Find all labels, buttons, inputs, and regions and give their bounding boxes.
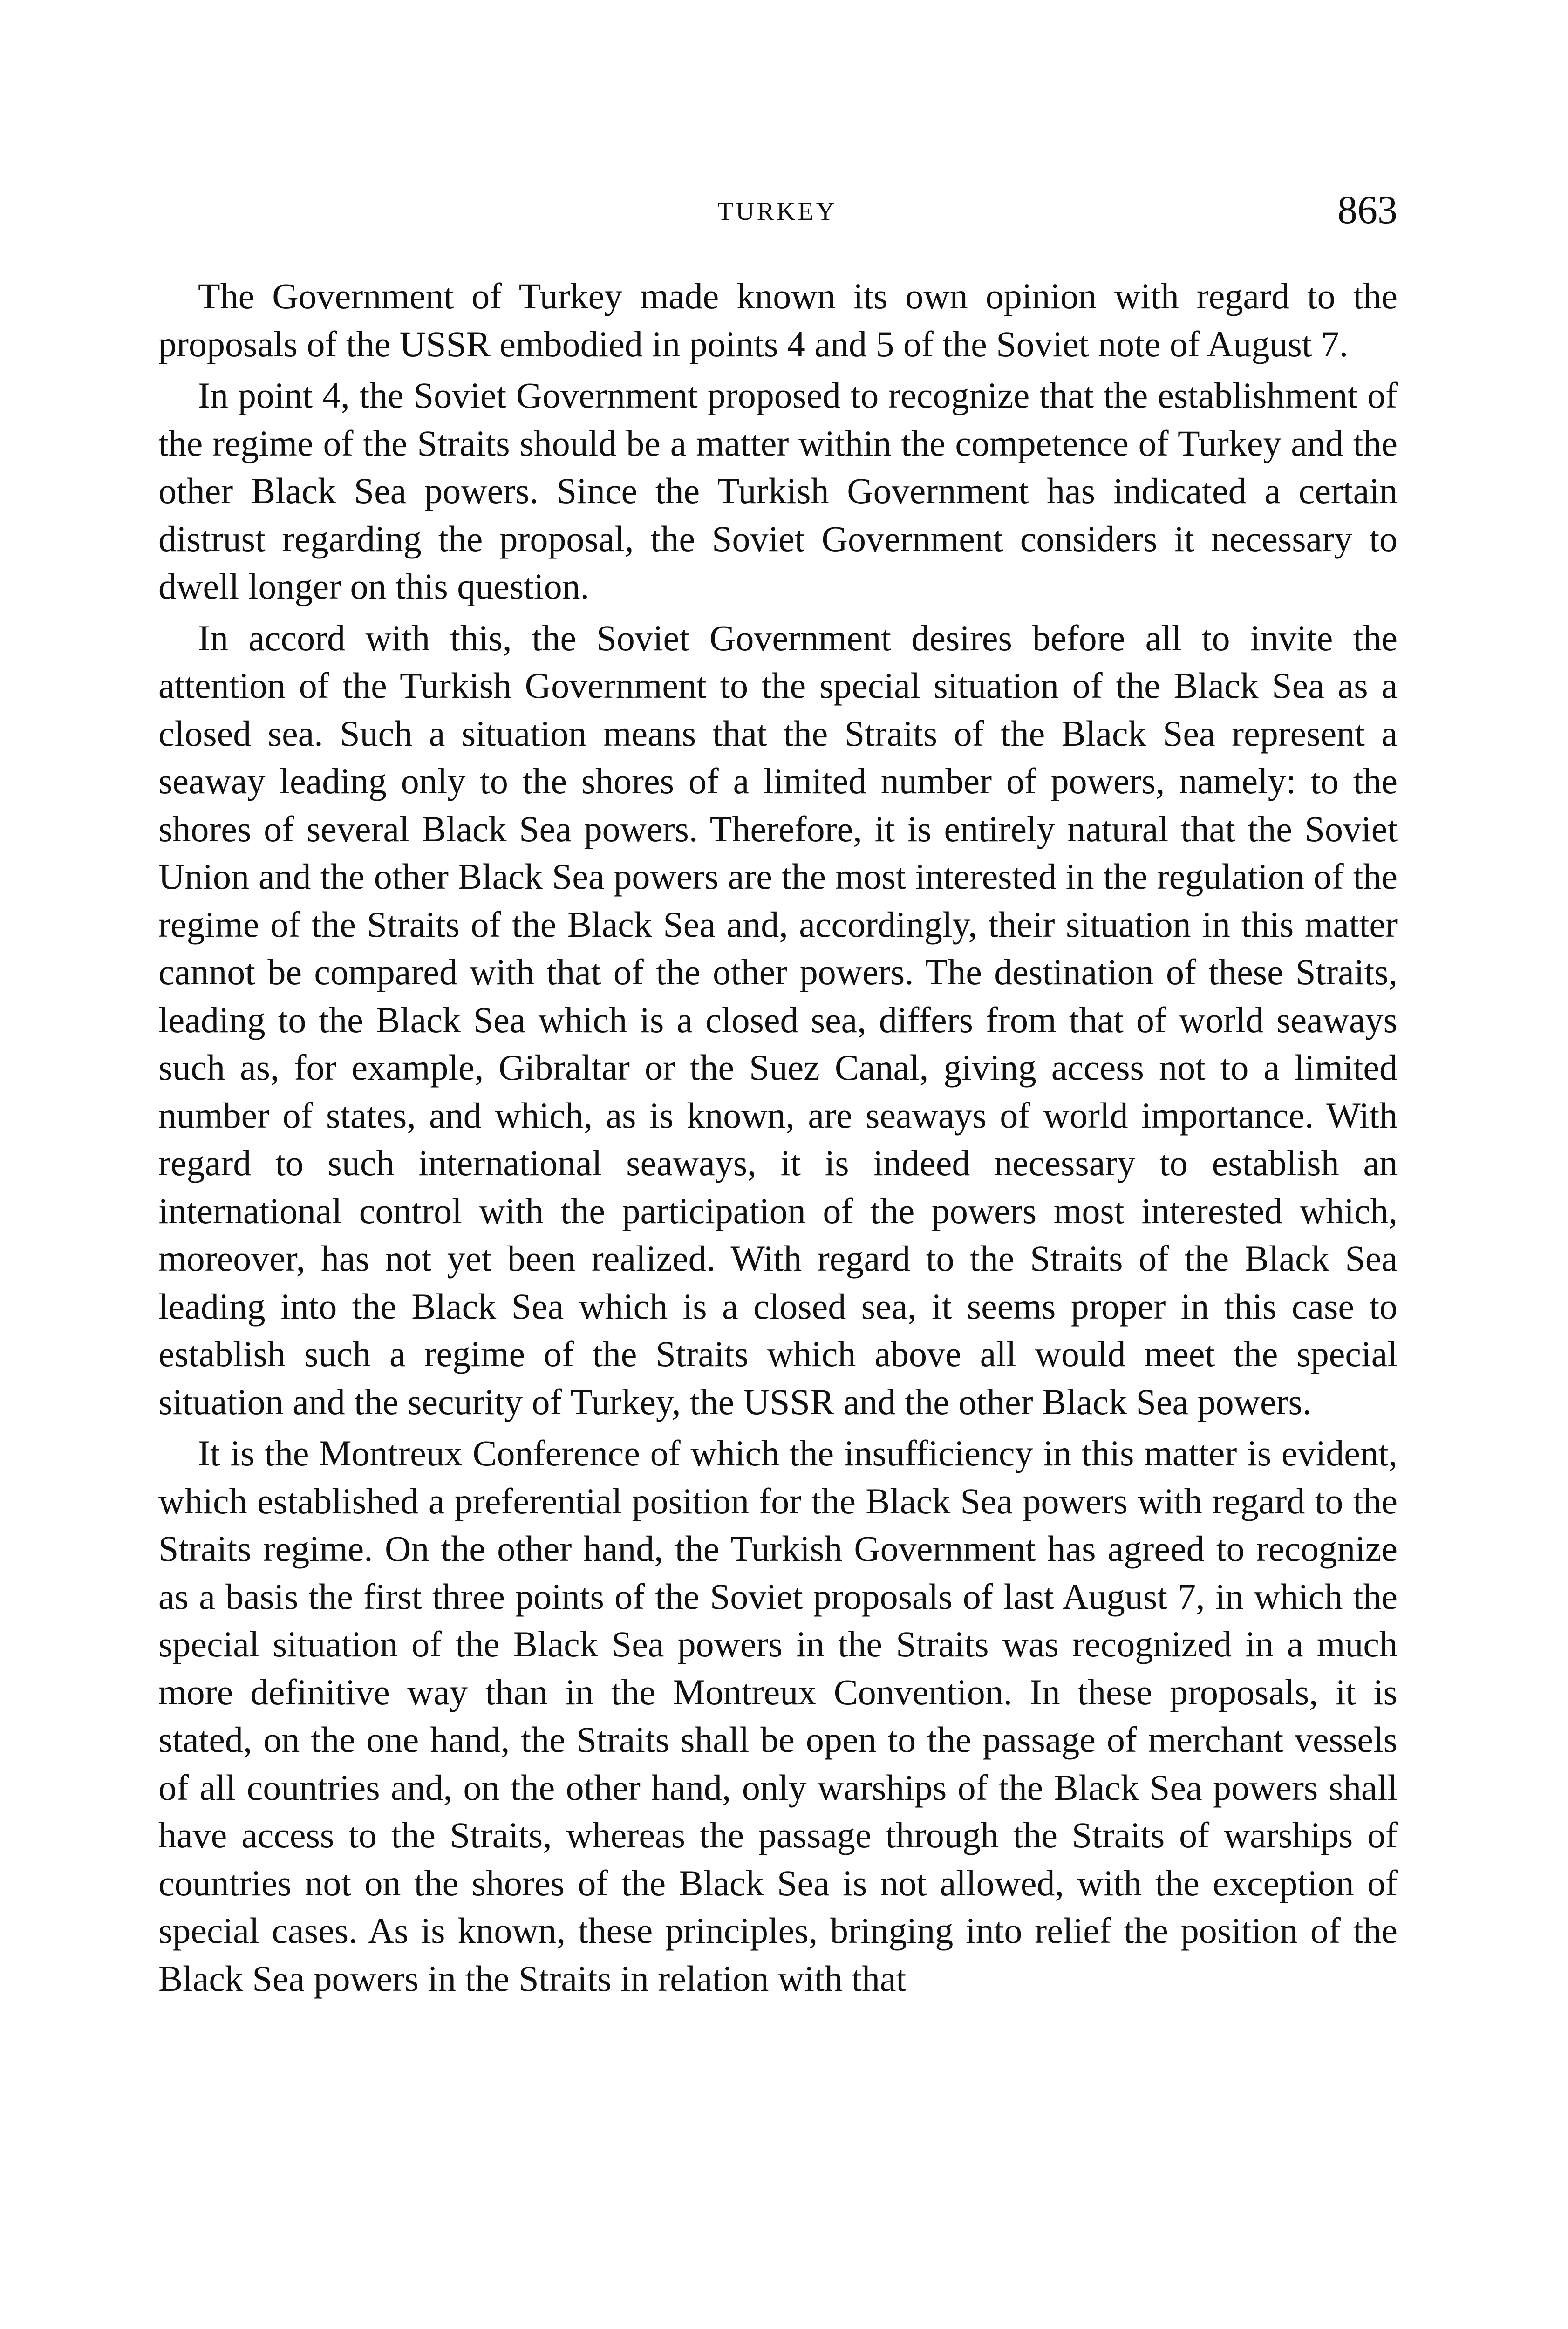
paragraph: The Government of Turkey made known its own opinion with regard to the proposals of the USSR embodied in points 4 and 5 of the Soviet note of August 7. xyxy=(158,276,1398,364)
paragraph: In point 4, the Soviet Government proposed to recognize that the establishment of the regime of the Straits should be a matter within the competence of Turkey and the other Black Sea powers. Since the Turkish Government has indicated a certain distrust regarding the proposal, the Soviet Government considers it necessary to dwell longer on this question. xyxy=(158,375,1398,606)
running-head: TURKEY xyxy=(717,197,838,226)
body-text xyxy=(158,272,1398,2006)
paragraph: It is the Montreux Conference of which the insufficiency in this matter is evident, which established a preferential position for the Black Sea powers with regard to the Straits regime. On the other hand, the Turkish Government has agreed to recognize as a basis the first three points of the Soviet proposals of last August 7, in which the special situation of the Black Sea powers in the Straits was recognized in a much more definitive way than in the Montreux Convention. In these proposals, it is stated, on the one hand, the Straits shall be open to the passage of merchant vessels of all countries and, on the other hand, only warships of the Black Sea powers shall have access to the Straits, whereas the passage through the Straits of warships of countries not on the shores of the Black Sea is not allowed, with the exception of special cases. As is known, these principles, bringing into relief the position of the Black Sea powers in the Straits in relation with that xyxy=(158,1433,1398,1999)
paragraph: In accord with this, the Soviet Government desires before all to invite the attention of the Turkish Government to the special situation of the Black Sea as a closed sea. Such a situation means that the Straits of the Black Sea represent a seaway leading only to the shores of a limited number of powers, namely: to the shores of several Black Sea powers. Therefore, it is entirely natural that the Soviet Union and the other Black Sea powers are the most interested in the regulation of the regime of the Straits of the Black Sea and, accordingly, their situation in this matter cannot be compared with that of the other powers. The destination of these Straits, leading to the Black Sea which is a closed sea, differs from that of world seaways such as, for example, Gibraltar or the Suez Canal, giving access not to a limited number of states, and which, as is known, are seaways of world importance. With regard to such international seaways, it is indeed necessary to establish an international control with the participation of the powers most interested which, moreover, has not yet been realized. With regard to the Straits of the Black Sea leading into the Black Sea which is a closed sea, it seems proper in this case to establish such a regime of the Straits which above all would meet the special situation and the security of Turkey, the USSR and the other Black Sea powers. xyxy=(158,617,1398,1422)
page-header xyxy=(158,186,1398,242)
page-number: 863 xyxy=(1337,187,1398,232)
